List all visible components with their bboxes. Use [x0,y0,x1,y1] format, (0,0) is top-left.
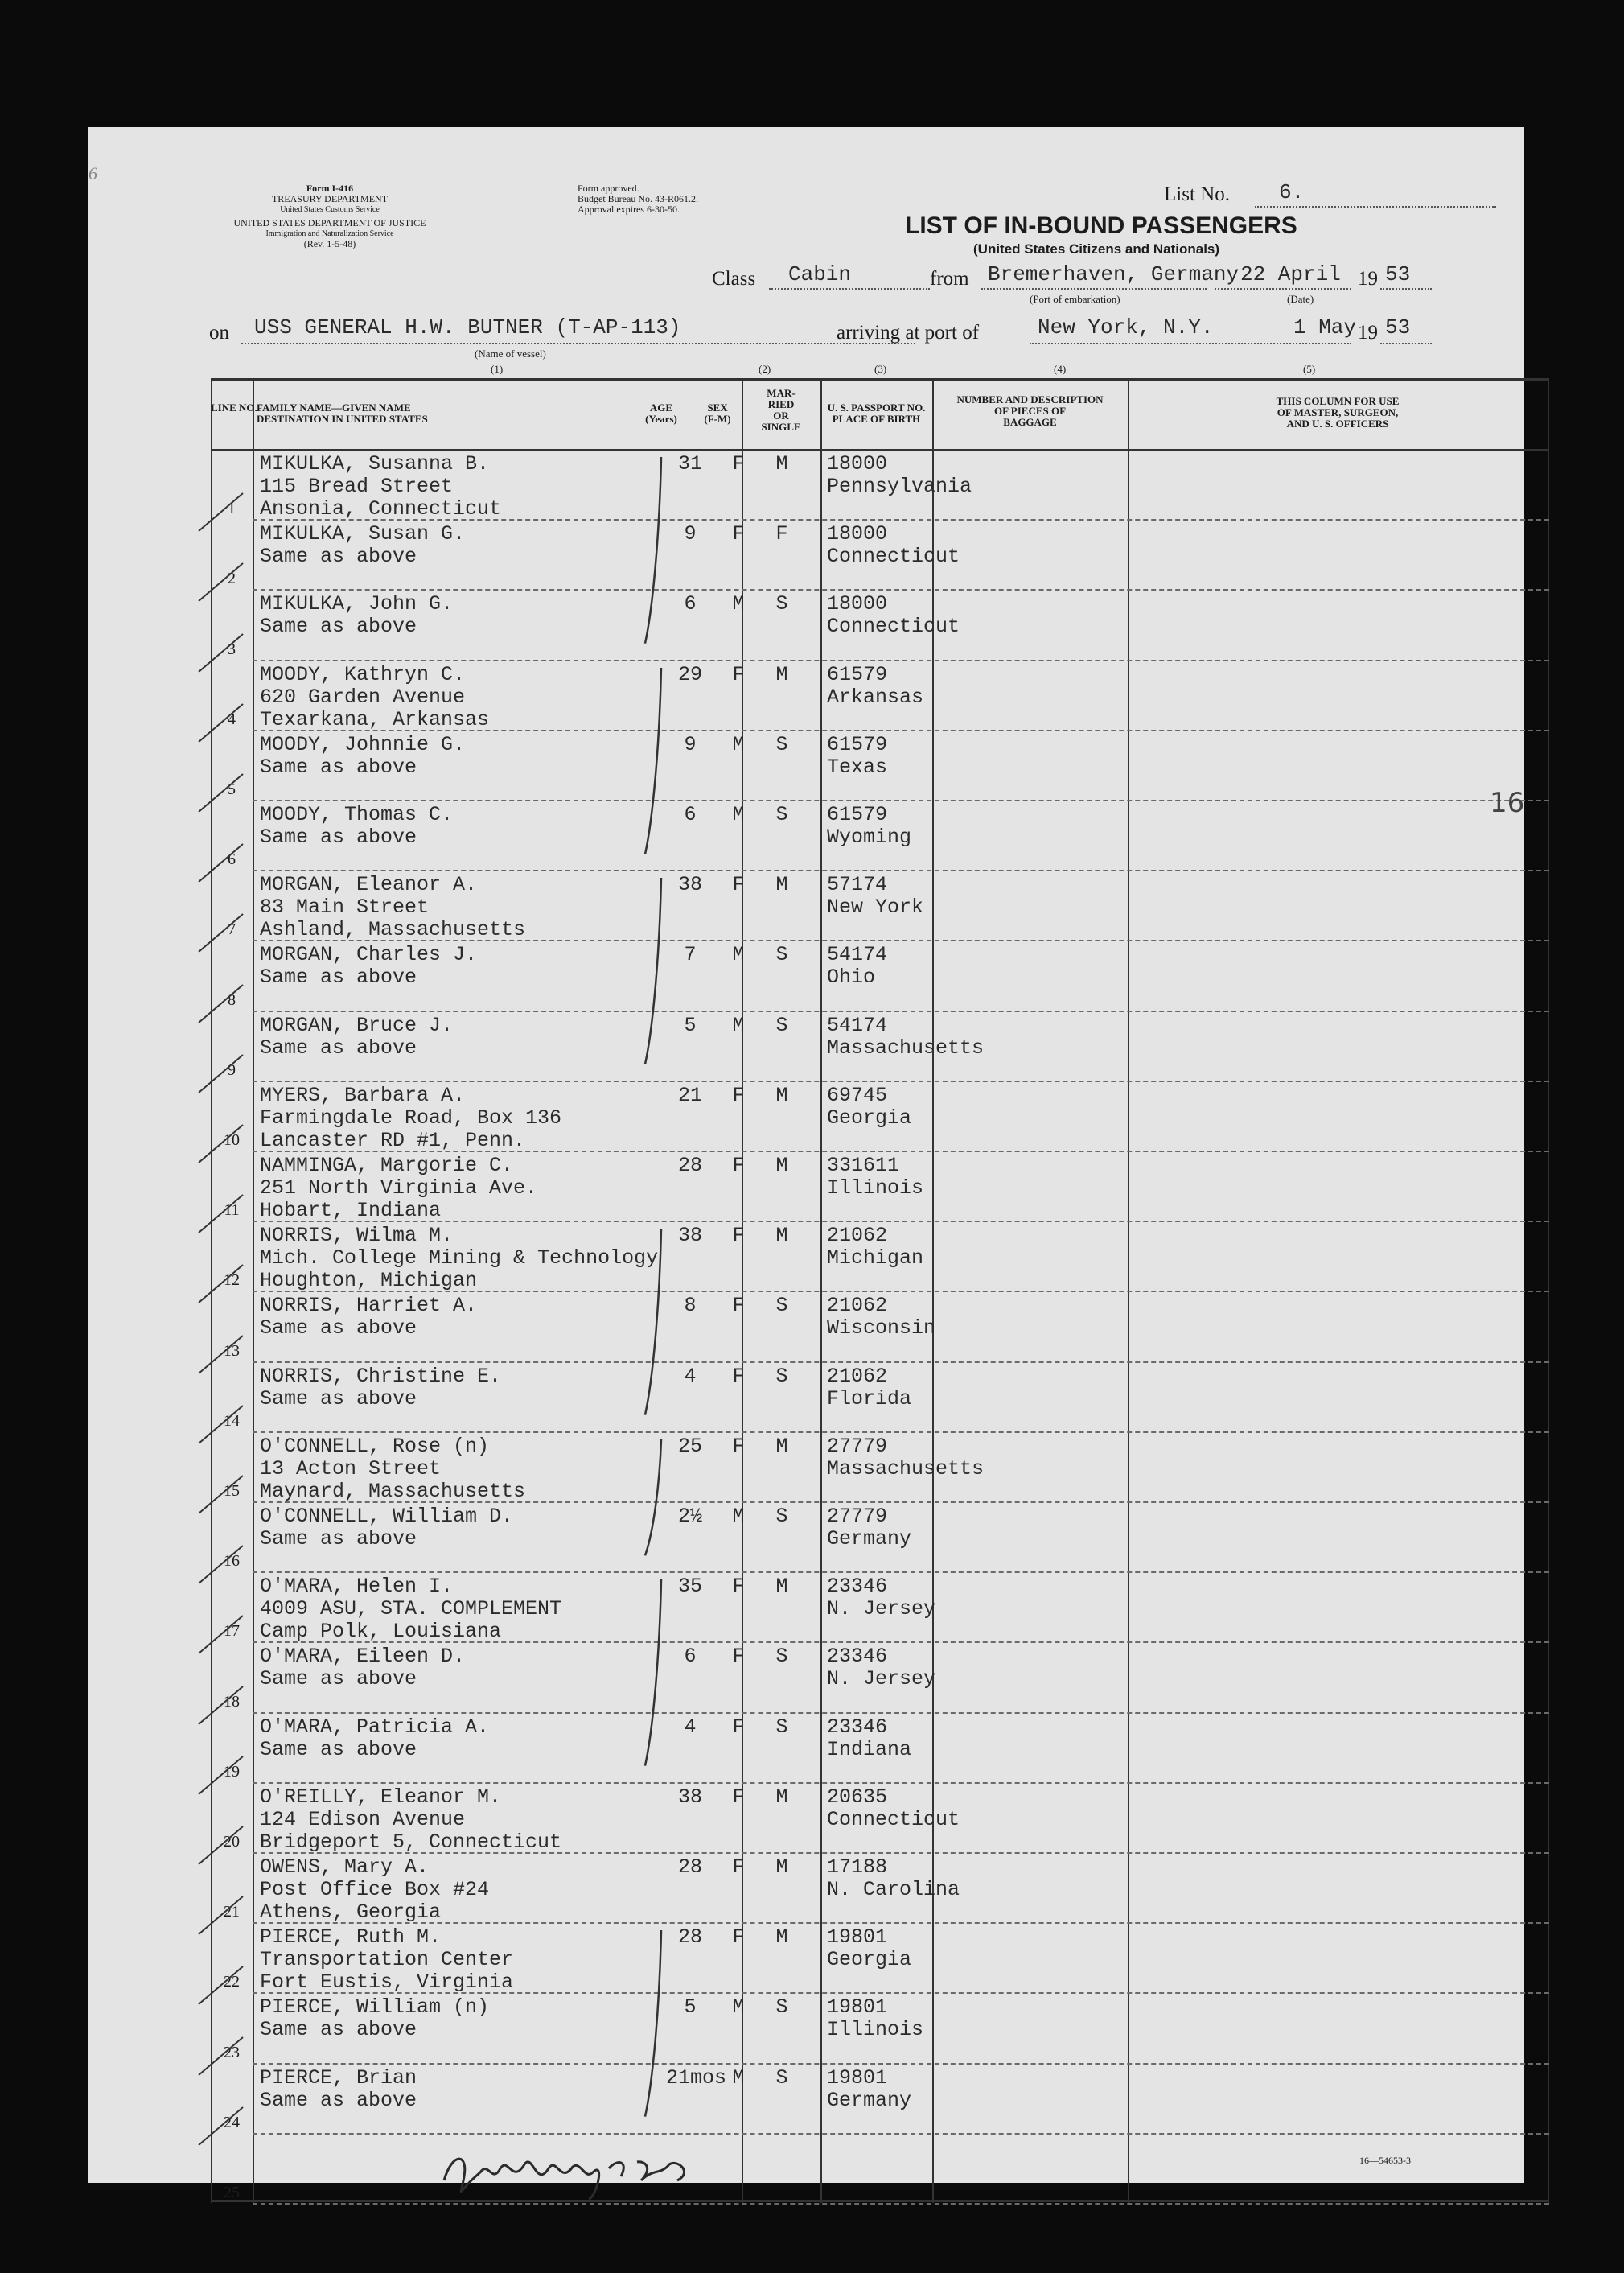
place-of-birth: Illinois [827,1176,924,1200]
header-officers: THIS COLUMN FOR USE OF MASTER, SURGEON, AND U. S. OFFICERS [1276,395,1400,430]
form-header-left [209,183,450,249]
passport-number: 18000 [827,592,888,616]
passenger-name: O'CONNELL, William D. [260,1505,514,1528]
line-number: 13 [224,1341,240,1360]
passport-number: 19801 [827,2065,888,2090]
column-number-5: (5) [1303,363,1316,375]
destination-line-1: Same as above [260,1316,417,1340]
marital-status: S [775,732,788,756]
marital-status: S [775,1715,788,1739]
column-number-2: (2) [759,363,771,375]
column-number-3: (3) [874,363,887,375]
sex-value: F [732,1364,745,1388]
line-number: 15 [224,1481,240,1500]
age-value: 38 [677,873,702,897]
age-value: 25 [677,1434,702,1458]
destination-line-1: Same as above [260,2088,417,2112]
line-number: 20 [224,1832,240,1851]
age-value: 38 [677,1224,702,1248]
marital-status: M [775,1855,788,1879]
table-row [211,2133,1549,2203]
table-row [211,1641,1549,1711]
place-of-birth: Germany [827,2088,912,2112]
family-bracket-mark [637,1930,669,2117]
initial-mark: 6 [88,163,97,183]
passenger-name: MORGAN, Charles J. [260,943,478,967]
port-line [1030,343,1351,344]
table-row [211,1291,1549,1361]
passenger-name: PIERCE, Ruth M. [260,1925,442,1950]
marital-status: M [775,1925,788,1950]
place-of-birth: Illinois [827,2018,924,2042]
destination-line-2: Athens, Georgia [260,1900,442,1924]
age-value: 5 [684,1013,697,1037]
destination-line-2: Camp Polk, Louisiana [260,1620,502,1644]
sex-value: F [732,1715,745,1739]
destination-line-2: Hobart, Indiana [260,1199,442,1222]
sex-value: M [732,943,745,967]
handwritten-number: 16 [1490,787,1525,819]
age-value: 5 [684,1995,697,2020]
place-of-birth: Connecticut [827,1807,960,1831]
destination-line-1: Same as above [260,1667,417,1691]
age-value: 6 [684,1645,697,1669]
destination-line-1: Post Office Box #24 [260,1878,490,1901]
sex-value: M [732,1505,745,1528]
age-value: 6 [684,592,697,616]
header-passport: U. S. PASSPORT NO. PLACE OF BIRTH [827,401,926,425]
passenger-name: O'MARA, Helen I. [260,1575,454,1599]
passenger-name: MOODY, Kathryn C. [260,662,466,686]
table-row [211,800,1549,870]
place-of-birth: N. Jersey [827,1597,936,1621]
passenger-name: OWENS, Mary A. [260,1855,430,1879]
destination-line-1: Same as above [260,1386,417,1410]
passenger-name: O'CONNELL, Rose (n) [260,1434,490,1458]
marital-status: S [775,592,788,616]
passenger-name: PIERCE, Brian [260,2065,417,2090]
age-value: 28 [677,1154,702,1177]
line-number: 5 [228,780,236,798]
destination-line-1: 115 Bread Street [260,475,454,498]
date-caption: (Date) [1287,293,1314,305]
header-age: AGE (Years) [645,401,677,425]
sex-value: F [732,1575,745,1599]
line-number: 18 [224,1692,240,1711]
vessel-name: USS GENERAL H.W. BUTNER (T-AP-113) [254,315,681,340]
vessel-caption: (Name of vessel) [475,348,546,360]
place-of-birth: Massachusetts [827,1036,985,1060]
passport-number: 61579 [827,662,888,686]
sex-value: M [732,732,745,756]
page-title: LIST OF IN-BOUND PASSENGERS [905,212,1297,239]
destination-line-2: Maynard, Massachusetts [260,1479,526,1503]
passenger-name: MYERS, Barbara A. [260,1083,466,1107]
marital-status: S [775,943,788,967]
footer-code: 16—54653-3 [1359,2155,1411,2166]
approval-line-3: Approval expires 6-30-50. [578,204,680,215]
line-number: 10 [224,1130,240,1149]
destination-line-1: Same as above [260,966,417,990]
marital-status: M [775,1224,788,1248]
marital-status: M [775,452,788,476]
marital-status: S [775,2065,788,2090]
line-number: 8 [228,990,236,1009]
passport-number: 69745 [827,1083,888,1107]
family-bracket-mark [637,457,669,644]
passport-number: 18000 [827,452,888,476]
sex-value: F [732,522,745,546]
passport-number: 54174 [827,1013,888,1037]
marital-status: S [775,1505,788,1528]
passport-number: 27779 [827,1505,888,1528]
destination-line-1: Same as above [260,755,417,779]
year-line-1 [1380,288,1432,290]
passenger-name: O'MARA, Eileen D. [260,1645,466,1669]
sex-value: M [732,2065,745,2090]
arrival-date: 1 May [1293,315,1357,340]
destination-line-1: 83 Main Street [260,896,430,920]
place-of-birth: N. Jersey [827,1667,936,1691]
passenger-name: MOODY, Johnnie G. [260,732,466,756]
header-name: FAMILY NAME—GIVEN NAME DESTINATION IN UNITED STATES [257,401,428,425]
sex-value: F [732,1224,745,1248]
passport-number: 54174 [827,943,888,967]
sex-value: F [732,1855,745,1879]
table-row [211,660,1549,730]
list-no-line [1255,206,1496,208]
sex-value: F [732,1925,745,1950]
departure-year: 53 [1385,262,1411,286]
place-of-birth: Connecticut [827,615,960,639]
place-of-birth: Florida [827,1386,912,1410]
table-row [211,1011,1549,1081]
marital-status: S [775,1013,788,1037]
passenger-name: MOODY, Thomas C. [260,803,454,826]
place-of-birth: Ohio [827,966,876,990]
line-number: 11 [224,1201,240,1220]
line-number: 17 [224,1622,240,1641]
destination-line-1: 251 North Virginia Ave. [260,1176,538,1200]
passport-number: 61579 [827,803,888,826]
approval-line-2: Budget Bureau No. 43-R061.2. [578,193,698,204]
handwritten-signature [436,2136,709,2201]
destination-line-1: Same as above [260,1737,417,1761]
age-value: 6 [684,803,697,826]
place-of-birth: Pennsylvania [827,475,972,498]
age-value: 7 [684,943,697,967]
marital-status: M [775,1154,788,1177]
place-of-birth: Georgia [827,1106,912,1130]
department-1: TREASURY DEPARTMENT [271,193,389,204]
form-approval [578,183,698,215]
place-of-birth: New York [827,896,924,920]
place-of-birth: Massachusetts [827,1456,985,1480]
age-value: 2½ [677,1505,702,1528]
line-number: 9 [228,1060,236,1079]
family-bracket-mark [637,1229,669,1415]
line-number: 19 [224,1762,240,1781]
place-of-birth: Georgia [827,1948,912,1972]
marital-status: S [775,1645,788,1669]
arriving-label: arriving at port of [837,322,980,344]
list-no-value: 6. [1279,180,1305,204]
destination-line-1: Transportation Center [260,1948,514,1972]
marital-status: S [775,803,788,826]
passport-number: 20635 [827,1785,888,1809]
line-number: 12 [224,1271,240,1290]
passenger-name: MORGAN, Bruce J. [260,1013,454,1037]
table-row [211,1081,1549,1151]
passenger-name: PIERCE, William (n) [260,1995,490,2020]
passport-number: 21062 [827,1364,888,1388]
line-number: 25 [224,2183,240,2201]
class-value: Cabin [788,262,852,286]
form-number: Form I-416 [306,183,354,194]
header-sex: SEX (F-M) [704,401,731,425]
passenger-name: O'REILLY, Eleanor M. [260,1785,502,1809]
place-of-birth: Connecticut [827,545,960,569]
page-subtitle: (United States Citizens and Nationals) [973,241,1220,257]
passenger-name: NORRIS, Wilma M. [260,1224,454,1248]
age-value: 9 [684,732,697,756]
age-value: 9 [684,522,697,546]
age-value: 31 [677,452,702,476]
destination-line-1: 13 Acton Street [260,1456,442,1480]
table-row [211,1431,1549,1501]
destination-line-1: Same as above [260,545,417,569]
year-line-2 [1380,343,1432,344]
place-of-birth: Wyoming [827,826,912,849]
table-row [211,1712,1549,1782]
line-number: 6 [228,850,236,869]
destination-line-1: Same as above [260,2018,417,2042]
from-line [981,288,1207,290]
destination-line-2: Ashland, Massachusetts [260,918,526,942]
line-number: 22 [224,1973,240,1991]
from-value: Bremerhaven, Germany [988,262,1240,286]
passenger-name: O'MARA, Patricia A. [260,1715,490,1739]
department-4: Immigration and Naturalization Service [265,229,394,238]
marital-status: M [775,1083,788,1107]
column-number-4: (4) [1054,363,1067,375]
table-row [211,1922,1549,1995]
passenger-table [211,378,1549,2203]
family-bracket-mark [637,878,669,1064]
header-line-no: LINE NO. [211,401,257,414]
passport-number: 61579 [827,732,888,756]
marital-status: S [775,1995,788,2020]
table-row [211,1782,1549,1852]
table-row [211,870,1549,940]
passenger-name: MIKULKA, John G. [260,592,454,616]
sex-value: F [732,1785,745,1809]
passport-number: 21062 [827,1224,888,1248]
line-number: 4 [228,710,236,728]
arrival-year: 53 [1385,315,1411,340]
passenger-name: NORRIS, Christine E. [260,1364,502,1388]
table-row [211,940,1549,1010]
date-line [1215,288,1351,290]
sex-value: F [732,452,745,476]
sex-value: M [732,1013,745,1037]
age-value: 28 [677,1925,702,1950]
destination-line-1: Same as above [260,1527,417,1550]
age-value: 4 [684,1715,697,1739]
year-prefix-2: 19 [1358,322,1378,344]
table-row [211,589,1549,659]
age-value: 29 [677,662,702,686]
table-row [211,1361,1549,1431]
destination-line-2: Ansonia, Connecticut [260,497,502,521]
passport-number: 23346 [827,1645,888,1669]
age-value: 4 [684,1364,697,1388]
destination-line-2: Lancaster RD #1, Penn. [260,1128,526,1152]
passenger-name: MIKULKA, Susan G. [260,522,466,546]
line-number: 7 [228,920,236,939]
place-of-birth: Texas [827,755,888,779]
table-row [211,2063,1549,2133]
place-of-birth: Indiana [827,1737,912,1761]
line-number: 16 [224,1552,240,1571]
passenger-name: MORGAN, Eleanor A. [260,873,478,897]
family-bracket-mark [637,1579,669,1766]
sex-value: M [732,592,745,616]
table-row [211,1852,1549,1922]
destination-line-1: Same as above [260,615,417,639]
place-of-birth: N. Carolina [827,1878,960,1901]
year-prefix-1: 19 [1358,268,1378,290]
sex-value: F [732,1645,745,1669]
arrival-port: New York, N.Y. [1038,315,1214,340]
destination-line-1: 620 Garden Avenue [260,685,466,709]
header-baggage: NUMBER AND DESCRIPTION OF PIECES OF BAGGAGE [956,393,1104,428]
age-value: 38 [677,1785,702,1809]
marital-status: M [775,662,788,686]
destination-line-1: Mich. College Mining & Technology [260,1246,659,1270]
passport-number: 23346 [827,1715,888,1739]
table-row [211,519,1549,589]
age-value: 8 [684,1294,697,1318]
line-number: 1 [228,500,236,518]
destination-line-1: 124 Edison Avenue [260,1807,466,1831]
destination-line-1: Same as above [260,1036,417,1060]
passport-number: 18000 [827,522,888,546]
marital-status: M [775,873,788,897]
approval-line-1: Form approved. [578,183,639,194]
from-label: from [930,268,969,290]
table-row [211,1221,1549,1291]
departure-date: 22 April [1240,262,1341,286]
class-label: Class [712,268,756,290]
revision: (Rev. 1-5-48) [303,238,356,249]
line-number: 21 [224,1903,240,1921]
department-3: UNITED STATES DEPARTMENT OF JUSTICE [233,217,426,229]
place-of-birth: Wisconsin [827,1316,936,1340]
line-number: 24 [224,2113,240,2131]
passport-number: 21062 [827,1294,888,1318]
passenger-name: NAMMINGA, Margorie C. [260,1154,514,1177]
header-married: MAR- RIED OR SINGLE [761,387,801,433]
marital-status: M [775,1434,788,1458]
line-number: 23 [224,2043,240,2061]
destination-line-2: Texarkana, Arkansas [260,707,490,731]
passport-number: 17188 [827,1855,888,1879]
table-row [211,730,1549,800]
family-bracket-mark [637,1439,669,1555]
age-value: 28 [677,1855,702,1879]
passport-number: 27779 [827,1434,888,1458]
vessel-line [241,343,915,344]
list-no-label: List No. [1164,183,1230,205]
marital-status: S [775,1294,788,1318]
table-row [211,1992,1549,2062]
destination-line-1: Farmingdale Road, Box 136 [260,1106,562,1130]
destination-line-2: Bridgeport 5, Connecticut [260,1830,562,1854]
passenger-name: NORRIS, Harriet A. [260,1294,478,1318]
passport-number: 57174 [827,873,888,897]
class-line [769,288,930,290]
marital-status: S [775,1364,788,1388]
sex-value: F [732,1154,745,1177]
column-number-1: (1) [491,363,504,375]
sex-value: M [732,803,745,826]
sex-value: F [732,873,745,897]
place-of-birth: Arkansas [827,685,924,709]
line-number: 2 [228,570,236,588]
sex-value: M [732,1995,745,2020]
place-of-birth: Germany [827,1527,912,1550]
passport-number: 19801 [827,1925,888,1950]
destination-line-1: Same as above [260,826,417,849]
age-value: 21mos [666,2065,727,2090]
table-row [211,1151,1549,1221]
age-value: 21 [677,1083,702,1107]
age-value: 35 [677,1575,702,1599]
sex-value: F [732,1294,745,1318]
form-page [88,127,1525,2201]
marital-status: M [775,1575,788,1599]
on-label: on [209,322,229,344]
marital-status: F [775,522,788,546]
marital-status: M [775,1785,788,1809]
embarkation-caption: (Port of embarkation) [1030,293,1120,305]
line-number: 14 [224,1411,240,1430]
place-of-birth: Michigan [827,1246,924,1270]
passport-number: 23346 [827,1575,888,1599]
table-row [211,449,1549,519]
department-2: United States Customs Service [280,205,380,214]
sex-value: F [732,662,745,686]
table-row [211,1501,1549,1571]
destination-line-2: Fort Eustis, Virginia [260,1970,514,1995]
destination-line-2: Houghton, Michigan [260,1269,478,1293]
sex-value: F [732,1434,745,1458]
table-row [211,1571,1549,1644]
destination-line-1: 4009 ASU, STA. COMPLEMENT [260,1597,562,1621]
passport-number: 331611 [827,1154,900,1177]
passport-number: 19801 [827,1995,888,2020]
line-number: 3 [228,640,236,658]
passenger-name: MIKULKA, Susanna B. [260,452,490,476]
sex-value: F [732,1083,745,1107]
family-bracket-mark [637,668,669,854]
